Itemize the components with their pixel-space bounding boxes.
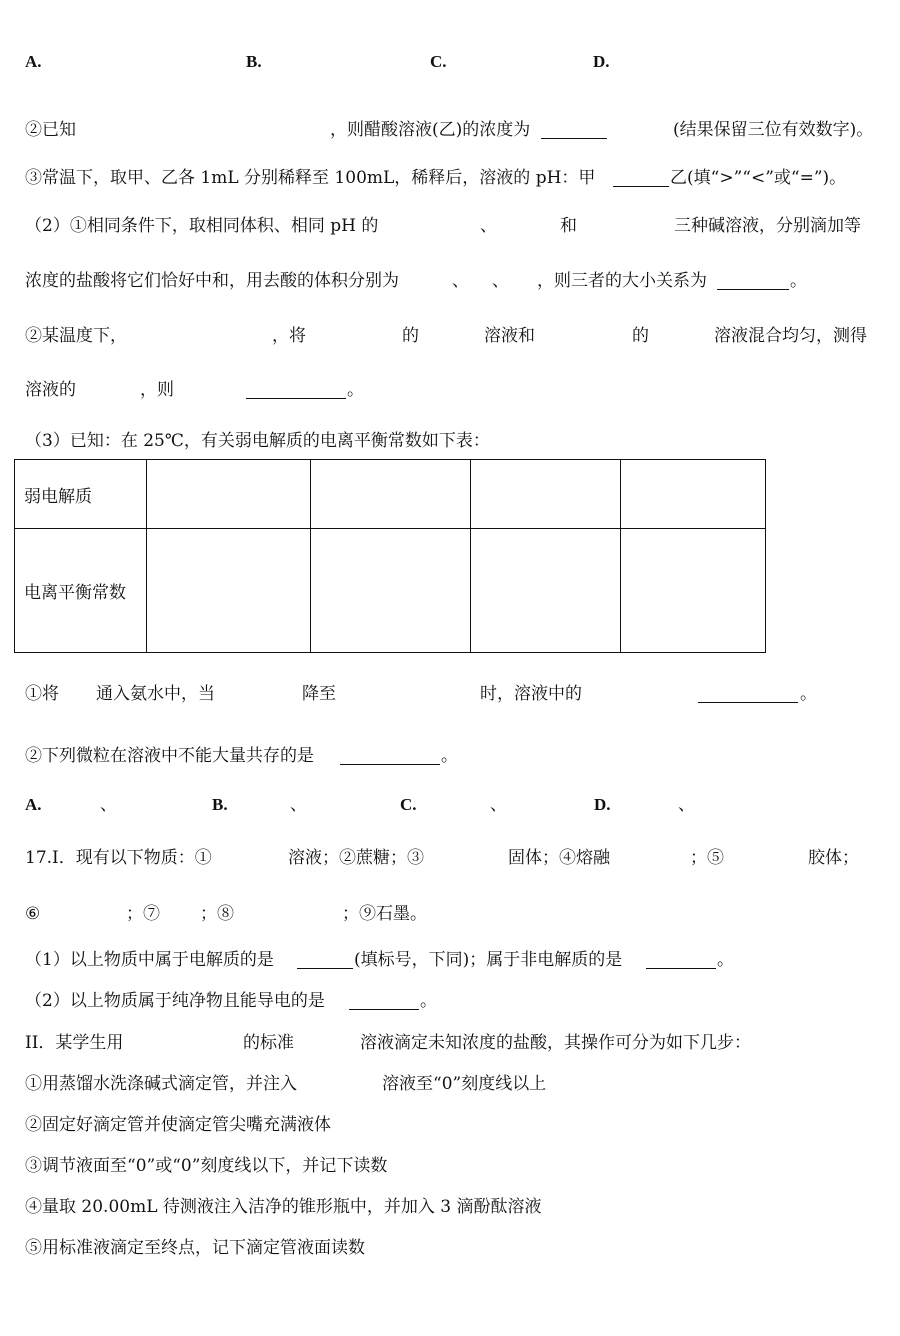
separator: 、 [490,795,507,815]
answer-blank [613,170,669,187]
text-in-solution: 时，溶液中的 [480,684,582,704]
text-solution-of: 溶液的 [25,380,76,400]
option-a: A. [25,795,42,814]
text-acetic-conc: ，则醋酸溶液(乙)的浓度为 [330,120,531,140]
answer-blank [349,993,419,1010]
text-q17-2: （2）以上物质属于纯净物且能导电的是 [25,991,325,1011]
text-item-6: ⑥ [25,904,41,924]
text-period: 。 [441,746,458,766]
separator: 、 [480,216,497,236]
text-item-4: 固体；④熔融 [508,848,610,868]
text-ammonia: 通入氨水中，当 [96,684,215,704]
text-coexist: ②下列微粒在溶液中不能大量共存的是 [25,746,314,766]
text-mix: 溶液混合均匀，测得 [714,326,867,346]
text-sigfig-note: (结果保留三位有效数字)。 [673,120,874,140]
text-three-bases: 三种碱溶液，分别滴加等 [674,216,861,236]
separator: 、 [492,271,509,291]
text-pass-into: ①将 [25,684,59,704]
text-q17-1: （1）以上物质中属于电解质的是 [25,950,274,970]
option-a: A. [25,52,42,71]
step-2: ②固定好滴定管并使滴定管尖嘴充满液体 [25,1115,331,1135]
table-cell [621,529,766,653]
text-period: 。 [790,271,807,291]
step-5: ⑤用标准液滴定至终点，记下滴定管液面读数 [25,1238,365,1258]
text-of: 的 [402,326,419,346]
answer-blank [646,952,716,969]
table-cell [147,529,311,653]
text-q2-intro: （2）①相同条件下，取相同体积、相同 pH 的 [25,216,379,236]
text-q17-intro: 17.I．现有以下物质：① [25,848,212,868]
table-header-constant: 电离平衡常数 [15,529,147,653]
text-item-7: ；⑦ [126,904,160,924]
text-relation: ，则三者的大小关系为 [537,271,707,291]
text-q3-intro: （3）已知：在 25℃，有关弱电解质的电离平衡常数如下表： [25,431,490,451]
table-header-electrolyte: 弱电解质 [15,460,147,529]
text-solution-and: 溶液和 [484,326,535,346]
text-item-2: 溶液；②蔗糖；③ [288,848,424,868]
table-cell [471,529,621,653]
text-of: 的 [632,326,649,346]
text-period: 。 [800,684,817,704]
text-titration: 溶液滴定未知浓度的盐酸，其操作可分为如下几步： [360,1033,751,1053]
step-1: ①用蒸馏水洗涤碱式滴定管，并注入 [25,1074,297,1094]
table-cell [471,460,621,529]
text-and: 和 [560,216,577,236]
text-nonelectrolyte: (填标号，下同)；属于非电解质的是 [354,950,623,970]
option-c: C. [430,52,447,71]
text-neutralize: 浓度的盐酸将它们恰好中和，用去酸的体积分别为 [25,271,399,291]
option-d: D. [594,795,611,814]
option-b: B. [212,795,228,814]
separator: 、 [452,271,469,291]
text-take: ，将 [272,326,306,346]
separator: 、 [100,795,117,815]
option-c: C. [400,795,417,814]
option-d: D. [593,52,610,71]
answer-blank [246,382,346,399]
step-3: ③调节液面至“0”或“0”刻度线以下，并记下读数 [25,1156,388,1176]
text-period: 。 [420,991,437,1011]
text-drop-to: 降至 [302,684,336,704]
answer-blank [698,686,798,703]
text-item-5: ；⑤ [690,848,724,868]
text-period: 。 [347,380,364,400]
text-then: ，则 [140,380,174,400]
table-cell [147,460,311,529]
text-item-9: ；⑨石墨。 [342,904,427,924]
answer-blank [541,122,607,139]
text-known: ②已知 [25,120,76,140]
table-cell [311,529,471,653]
table-cell [621,460,766,529]
separator: 、 [678,795,695,815]
text-colloid: 胶体； [808,848,859,868]
step-4: ④量取 20.00mL 待测液注入洁净的锥形瓶中，并加入 3 滴酚酞溶液 [25,1197,542,1217]
answer-blank [717,273,789,290]
separator: 、 [290,795,307,815]
text-q17-ii: II．某学生用 [25,1033,124,1053]
option-b: B. [246,52,262,71]
answer-blank [297,952,353,969]
step-1-cont: 溶液至“0”刻度线以上 [382,1074,547,1094]
text-dilution: ③常温下，取甲、乙各 1mL 分别稀释至 100mL，稀释后，溶液的 pH：甲 [25,168,596,188]
text-standard: 的标准 [243,1033,294,1053]
text-period: 。 [717,950,734,970]
answer-blank [340,748,440,765]
text-temperature: ②某温度下， [25,326,127,346]
text-item-8: ；⑧ [200,904,234,924]
text-compare-hint: 乙(填“>”“<”或“=”)。 [670,168,847,188]
ionization-constant-table [14,459,766,653]
table-cell [311,460,471,529]
